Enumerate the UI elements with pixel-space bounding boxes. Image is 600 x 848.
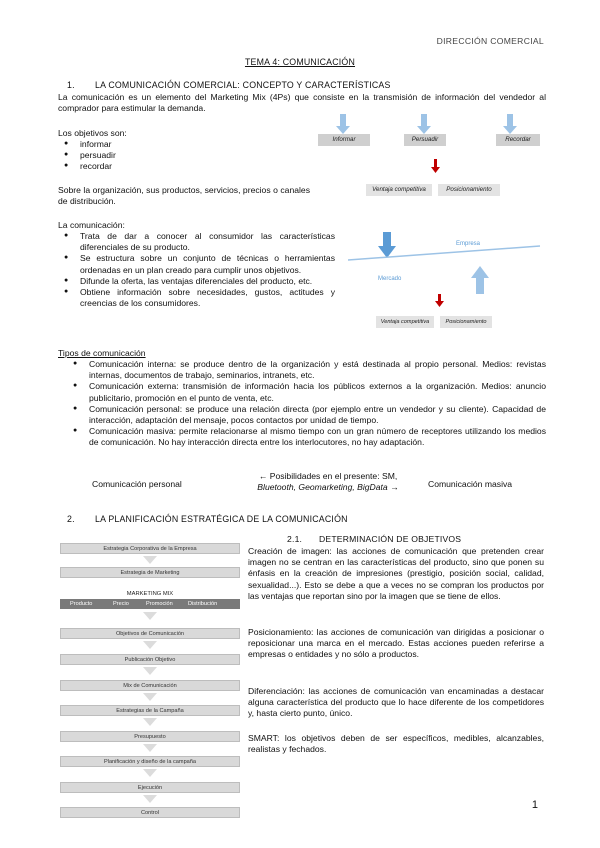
chevron-down-icon	[143, 795, 157, 803]
arrow-down-icon	[336, 114, 350, 134]
box-informar: Informar	[318, 134, 370, 146]
box-recordar: Recordar	[496, 134, 540, 146]
mm-item: Promoción	[146, 601, 173, 607]
mm-item: Producto	[70, 601, 93, 607]
box-posicionamiento: Posicionamiento	[438, 184, 500, 196]
objective-diferenciacion: Diferenciación: las acciones de comunicación van encaminadas a destacar alguna característica del producto que lo hace diferente de los competidores y, hasta cierto punto, único.	[248, 686, 544, 719]
page-number: 1	[531, 799, 538, 811]
marketing-mix-bar	[60, 599, 240, 609]
arrow-up-icon	[471, 266, 489, 294]
list-item: ● Difunde la oferta, las ventajas diferenciales del producto, etc.	[58, 276, 335, 287]
mm-item: Distribución	[188, 601, 218, 607]
divider-line	[348, 242, 548, 262]
section-2-number: 2.	[67, 514, 75, 524]
objectives-list	[58, 139, 258, 173]
objective-smart: SMART: los objetivos deben de ser específicos, medibles, alcanzables, realistas y fechados.	[248, 733, 544, 755]
spectrum-middle-line-2: Bluetooth, Geomarketing, BigData →	[257, 482, 399, 493]
list-item: ● persuadir	[58, 150, 258, 161]
list-item: ● Comunicación interna: se produce dentro de la organización y está destinada al propio personal. Medios: revistas internas, documentos de trabajo, seminarios, intranets, etc.	[67, 359, 546, 381]
box-posicionamiento-2: Posicionamiento	[440, 316, 492, 328]
communication-objectives-diagram	[318, 112, 548, 337]
box-ventaja-competitiva: Ventaja competitiva	[366, 184, 432, 196]
flow-step: Mix de Comunicación	[60, 680, 240, 691]
section-1-number: 1.	[67, 80, 75, 90]
spectrum-left: Comunicación personal	[92, 479, 182, 489]
objective-creacion-imagen: Creación de imagen: las acciones de comunicación que pretenden crear imagen no se centran en las características del producto, sino que ponen su énfasis en la creación de impresiones (prestigio, posición social, calidad, sexualidad...). Esto se debe a que a veces no se compran los productos por las ventajas que reportan sino por la imagen que se tiene de ellos.	[248, 546, 544, 601]
section-1-heading	[67, 80, 391, 91]
spectrum-right: Comunicación masiva	[428, 479, 513, 489]
box-persuadir: Persuadir	[404, 134, 446, 146]
chevron-down-icon	[143, 641, 157, 649]
mercado-label: Mercado	[378, 276, 402, 282]
objectives-label: Los objetivos son:	[58, 128, 127, 138]
subsection-title: DETERMINACIÓN DE OBJETIVOS	[319, 534, 462, 544]
arrow-down-icon	[431, 159, 440, 173]
arrow-down-icon	[417, 114, 431, 134]
flow-step: Ejecución	[60, 782, 240, 793]
chevron-down-icon	[143, 556, 157, 564]
list-item: ● Comunicación masiva: permite relacionarse al mismo tiempo con un gran número de receptores utilizando los medios de comunicación. No hay interacción directa entre los interlocutores, no hay adaptación.	[67, 426, 546, 448]
types-list	[67, 359, 546, 448]
chevron-down-icon	[143, 667, 157, 675]
page-title: TEMA 4: COMUNICACIÓN	[244, 57, 356, 67]
section-2-title: LA PLANIFICACIÓN ESTRATÉGICA DE LA COMUNICACIÓN	[95, 514, 348, 524]
list-item: ● Se estructura sobre un conjunto de técnicas o herramientas ordenadas en un plan creado para cumplir unos objetivos.	[58, 253, 335, 275]
flow-step: Estrategia de Marketing	[60, 567, 240, 578]
section-1-intro: La comunicación es un elemento del Marketing Mix (4Ps) que consiste en la transmisión de información del vendedor al comprador para estimular la demanda.	[58, 92, 546, 114]
section-1-title: LA COMUNICACIÓN COMERCIAL: CONCEPTO Y CARACTERÍSTICAS	[95, 80, 391, 90]
communication-list	[58, 231, 335, 309]
box-ventaja-competitiva-2: Ventaja competitiva	[376, 316, 434, 328]
list-item: ● recordar	[58, 161, 258, 172]
objective-posicionamiento: Posicionamiento: las acciones de comunicación van dirigidas a posicionar o reposicionar una marca en el mercado. Estas acciones pueden referirse a empresas o entidades y no sólo a productos.	[248, 627, 544, 660]
about-text: Sobre la organización, sus productos, servicios, precios o canales de distribución.	[58, 185, 310, 207]
arrow-down-icon	[503, 114, 517, 134]
types-heading: Tipos de comunicación	[58, 348, 146, 358]
chevron-down-icon	[143, 769, 157, 777]
arrow-down-icon	[435, 294, 444, 307]
flow-step: Estrategia Corporativa de la Empresa	[60, 543, 240, 554]
list-item: ● Comunicación externa: transmisión de información hacia los públicos externos a la organización. Medios: anuncio publicitario, promoción en el punto de venta, etc.	[67, 381, 546, 403]
list-item: ● Comunicación personal: se produce una relación directa (por ejemplo entre un vendedor y su cliente). Capacidad de interacción, adaptación del mensaje, pocos contactos por unidad de tiempo.	[67, 404, 546, 426]
marketing-mix-label: MARKETING MIX	[126, 591, 174, 597]
chevron-down-icon	[143, 612, 157, 620]
list-item: ● Trata de dar a conocer al consumidor las características diferenciales de su producto.	[58, 231, 335, 253]
spectrum-middle	[238, 471, 418, 493]
chevron-down-icon	[143, 718, 157, 726]
empresa-label: Empresa	[456, 241, 481, 247]
list-item: ● informar	[58, 139, 258, 150]
flow-step: Control	[60, 807, 240, 818]
mm-item: Precio	[113, 601, 129, 607]
running-header: DIRECCIÓN COMERCIAL	[436, 36, 544, 46]
flow-step: Presupuesto	[60, 731, 240, 742]
subsection-number: 2.1.	[287, 534, 303, 544]
chevron-down-icon	[143, 693, 157, 701]
flow-step: Planificación y diseño de la campaña	[60, 756, 240, 767]
section-2-heading	[67, 514, 348, 525]
spectrum-middle-line-1: ← Posibilidades en el presente: SM,	[258, 471, 398, 481]
list-item: ● Obtiene información sobre necesidades, gustos, actitudes y creencias de los consumidores.	[58, 287, 335, 309]
chevron-down-icon	[143, 744, 157, 752]
flow-step: Objetivos de Comunicación	[60, 628, 240, 639]
subsection-2-1-heading	[287, 534, 461, 545]
flow-step: Publicación Objetivo	[60, 654, 240, 665]
communication-label: La comunicación:	[58, 220, 125, 230]
flow-step: Estrategias de la Campaña	[60, 705, 240, 716]
